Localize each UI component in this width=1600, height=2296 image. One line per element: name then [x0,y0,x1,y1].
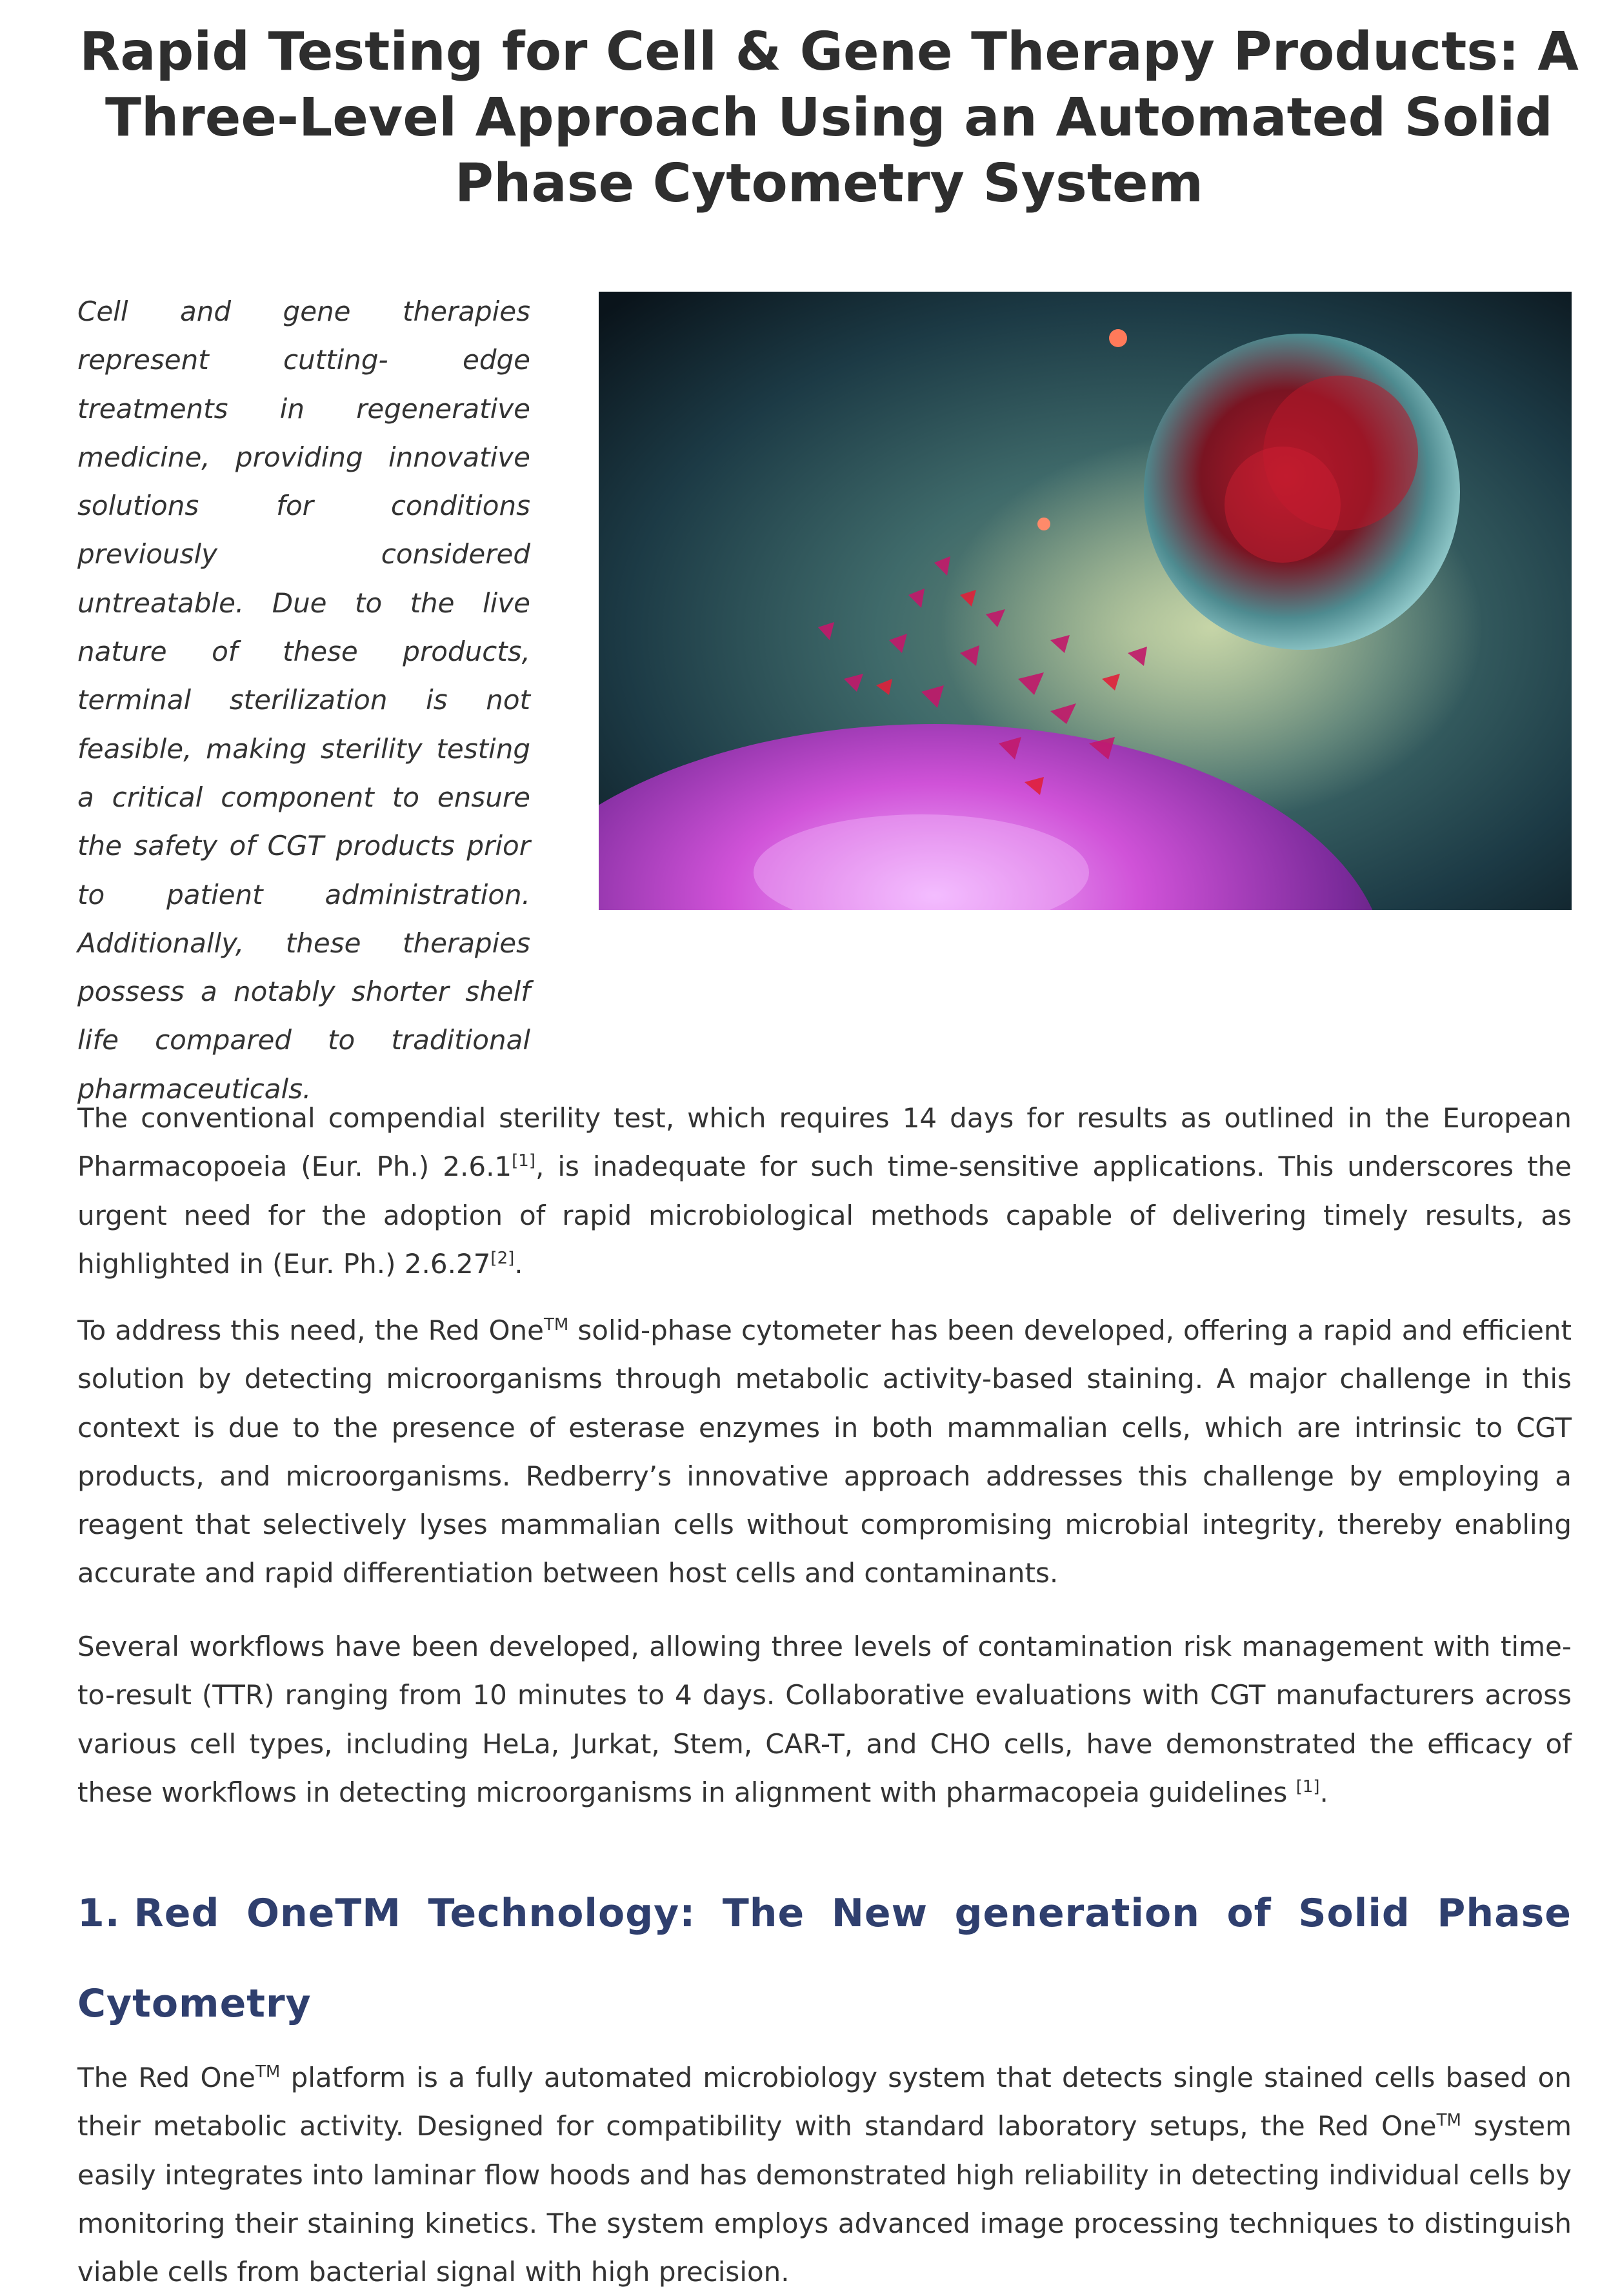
paragraph-3-part-1: Several workflows have been developed, allowing three levels of contamination risk management with time-to-result (TTR) ranging from 10 minutes to 4 days. Collaborative evaluations with CGT manufacturers across various cell types, including HeLa, Jurkat, Stem, CAR-T, and CHO cells, have demonstrated the efficacy of these workflows in detecting microorganisms in alignment with pharmacopeia guidelines [77,1631,1572,1808]
section-1-number: 1. [77,1891,121,1936]
paragraph-2-part-2: solid-phase cytometer has been developed, offering a rapid and efficient solution by detecting microorganisms through metabolic activity-based staining. A major challenge in this context is due to the presence of esterase enzymes in both mammalian cells, which are intrinsic to CGT products, and microorganisms. Redberry’s innovative approach addresses this challenge by employing a reagent that selectively lyses mammalian cells without compromising microbial integrity, thereby enabling accurate and rapid differentiation between host cells and contaminants. [77,1314,1572,1589]
paragraph-4-part-3: system easily integrates into laminar flow hoods and has demonstrated high reliability in detecting individual cells by monitoring their staining kinetics. The system employs advanced image processing techniques to distinguish viable cells from bacterial signal with high precision. [77,2110,1572,2288]
paragraph-3-part-2: . [1319,1776,1328,1808]
paragraph-4 [77,2053,1572,2296]
paragraph-1-part-1: The conventional compendial sterility test, which requires 14 days for results as outlined in the European Pharmacopoeia (Eur. Ph.) 2.6.1 [77,1102,1572,1183]
abstract-text: Cell and gene therapies represent cutting- edge treatments in regenerative medicine, providing innovative solutions for conditions previously considered untreatable. Due to the live nature of these products, terminal sterilization is not feasible, making sterility testing a critical component to ensure the safety of CGT products prior to patient administration. Additionally, these therapies possess a notably shorter shelf life compared to traditional pharmaceuticals. [77,296,530,1105]
paragraph-2 [77,1306,1572,1598]
paragraph-2-part-1: To address this need, the Red One [77,1314,544,1346]
reference-1b: [1] [1295,1777,1320,1797]
reference-2: [2] [490,1248,515,1268]
paragraph-4-part-1: The Red One [77,2062,255,2093]
paragraph-1-part-3: . [514,1247,523,1280]
paragraph-1-part-2: , is inadequate for such time-sensitive applications. This underscores the urgent need for the adoption of rapid microbiological methods capable of delivering timely results, as highlighted in (Eur. Ph.) 2.6.27 [77,1151,1572,1280]
paragraph-4-part-2: platform is a fully automated microbiology system that detects single stained cells based on their metabolic activity. Designed for compatibility with standard laboratory setups, the Red One [77,2062,1572,2142]
trademark-mark: TM [543,1315,569,1334]
paragraph-1 [77,1094,1572,1288]
paragraph-3 [77,1622,1572,1817]
cell-illustration [599,292,1572,910]
section-1-title: Red OneTM Technology: The New generation of Solid Phase Cytometry [77,1891,1572,2026]
document-title: Rapid Testing for Cell & Gene Therapy Products: A Three-Level Approach Using an Automated Solid Phase Cytometry System [79,21,1579,214]
trademark-mark-1: TM [255,2062,281,2082]
reference-1: [1] [512,1151,535,1171]
section-1-heading [77,1868,1572,2049]
cell-image [599,292,1572,910]
trademark-mark-2: TM [1436,2111,1461,2131]
